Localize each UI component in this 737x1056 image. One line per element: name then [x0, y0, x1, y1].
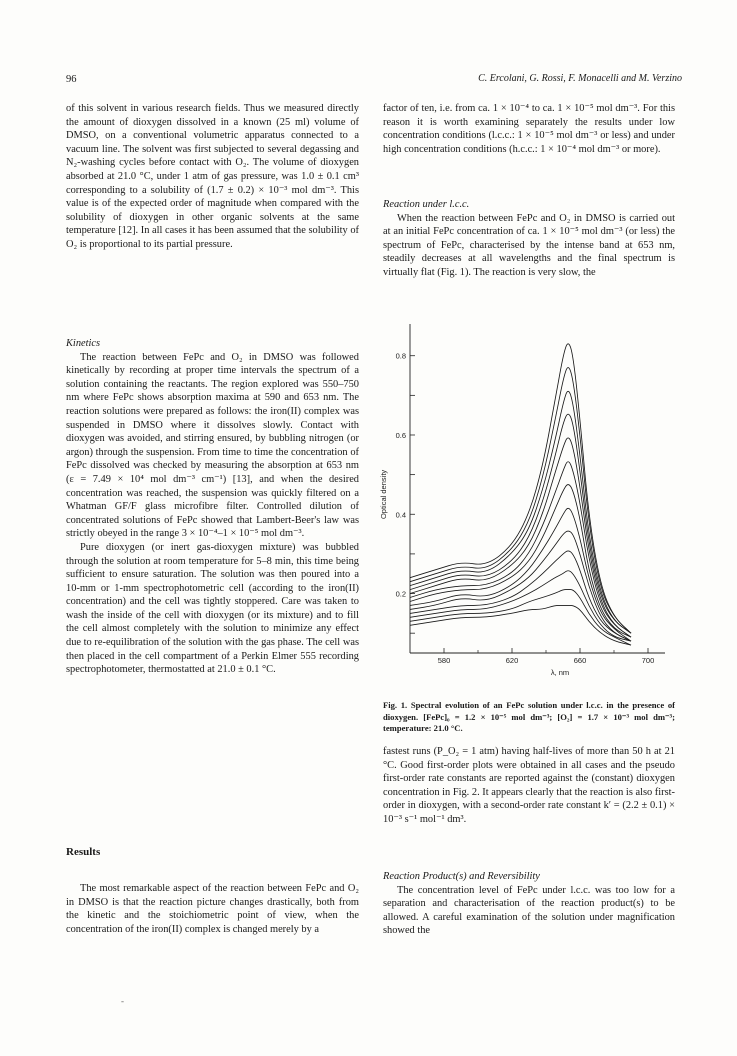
- lcc-heading: Reaction under l.c.c.: [383, 199, 470, 210]
- footer-mark: -: [121, 996, 124, 1006]
- x-axis-label: λ, nm: [550, 668, 570, 677]
- y-axis-label: Optical density: [379, 469, 388, 520]
- products-heading: Reaction Product(s) and Reversibility: [383, 871, 540, 882]
- y-tick-label: 0.4: [395, 510, 406, 520]
- lcc-continued: [383, 745, 675, 827]
- x-tick-label: 580: [437, 656, 451, 665]
- kinetics-paragraph-2: Pure dioxygen (or inert gas-dioxygen mixture) was bubbled through the solution at room temperature for 5–8 min, this time being sufficient to ensure saturation. The solution was then poured into a 10-mm or 1-mm spectrophotometric cell (according to the iron(II) concentration) and the cell was tightly stoppered. Care was taken to wash the inside of the cell with dioxygen (or its mixture) and to fill the cell almost completely with the solution to minimize any effect due to re-equilibration of the solution with the gas phase. The cell was then placed in the cell compartment of a Perkin Elmer 555 recording spectrophotometer, thermostatted at 21.0 ± 0.1 °C.: [66, 541, 359, 676]
- spectrum-line-9: [410, 531, 631, 641]
- lcc-paragraph-2: fastest runs (P_O₂ = 1 atm) having half-lives of more than 50 h at 21 °C. Good first-order plots were obtained in all cases and the pseudo first-order rate constants are reported against the (constant) dioxygen concentration in Fig. 2. It appears clearly that the reaction is also first-order in dioxygen, with a second-order rate constant k′ = (2.2 ± 0.1) × 10⁻³ s⁻¹ mol⁻¹ dm³.: [383, 746, 675, 825]
- kinetics-heading: Kinetics: [66, 338, 101, 349]
- figure-caption: Fig. 1. Spectral evolution of an FePc solution under l.c.c. in the presence of dioxygen. [FePc]₀ = 1.2 × 10⁻⁵ mol dm⁻³; [O₂] = 1.7 × 10⁻³ mol dm⁻³; temperature: 21.0 °C.: [383, 700, 675, 733]
- spectrum-line-3: [410, 391, 631, 633]
- chart-series: [410, 344, 631, 645]
- products-section: [383, 870, 675, 938]
- kinetics-paragraph-1: The reaction between FePc and O₂ in DMSO was followed kinetically by recording at proper time intervals the spectrum of a solution containing the reactants. The region explored was 550–750 nm where FePc shows absorption maxima at 590 and 653 nm. The reaction solutions were prepared as follows: the iron(II) complex was suspended in DMSO where it dissolves slowly. Contact with dioxygen was avoided, and stirring ensured, by bubbling nitrogen (or argon) through the suspension. From time to time the concentration of FePc dissolved was checked by measuring the absorption at 653 nm (ε = 7.49 × 10⁴ mol dm⁻³ cm⁻¹) [13], and when the desired concentration was reached, the suspension was quickly filtered on a Whatman GF/F glass microfibre filter. Controlled dilution of concentrated solutions of FePc showed that Lambert-Beer's law was strictly obeyed in the range 3 × 10⁻⁴–1 × 10⁻⁵ mol dm⁻³.: [66, 351, 359, 540]
- y-tick-label: 0.6: [395, 430, 406, 440]
- results-body: [66, 882, 359, 936]
- products-paragraph-1: The concentration level of FePc under l.c.c. was too low for a separation and characterisation of the reaction product(s) to be allowed. A careful examination of the solution under magnification showed the: [383, 884, 675, 937]
- results-paragraph-1: The most remarkable aspect of the reaction between FePc and O₂ in DMSO is that the reaction picture changes drastically, both from the kinetic and the stoichiometric point of view, when the concentration of the iron(II) complex is changed merely by a: [66, 883, 359, 935]
- kinetics-section: [66, 337, 359, 677]
- results-section: [66, 846, 359, 860]
- y-tick-label: 0.2: [395, 589, 406, 599]
- spectrum-line-7: [410, 485, 631, 638]
- page-number: 96: [66, 74, 77, 85]
- x-tick-label: 700: [641, 656, 655, 665]
- intro-continued: factor of ten, i.e. from ca. 1 × 10⁻⁴ to ca. 1 × 10⁻⁵ mol dm⁻³. For this reason it is worth examining separately the results under low concentration conditions (l.c.c.: 1 × 10⁻⁵ mol dm⁻³ or less) and under high concentration conditions (h.c.c.: 1 × 10⁻⁴ mol dm⁻³ or more).: [383, 103, 675, 155]
- spectrum-line-5: [410, 438, 631, 637]
- lcc-paragraph-1: When the reaction between FePc and O₂ in DMSO is carried out at an initial FePc concentration of ca. 1 × 10⁻⁵ mol dm⁻³ (or less) the spectrum of FePc, characterised by the intense band at 653 nm, steadily decreases at all wavelengths and the final spectrum is virtually flat (Fig. 1). The reaction is very slow, the: [383, 212, 675, 278]
- chart-axes: [379, 324, 665, 677]
- x-tick-label: 660: [573, 656, 587, 665]
- results-heading: Results: [66, 846, 101, 858]
- x-tick-label: 620: [505, 656, 519, 665]
- y-tick-label: 0.8: [395, 351, 406, 361]
- left-column: [66, 102, 359, 252]
- intro-paragraph: of this solvent in various research fields. Thus we measured directly the amount of dioxygen dissolved in a known (25 ml) volume of DMSO, on a conventional volumetric apparatus connected to a vacuum line. The solvent was first subjected to several degassing and N₂-washing cycles before contact with O₂. The volume of dioxygen absorbed at 21.0 °C, under 1 atm of gas pressure, was 1.0 ± 0.1 cm³ corresponding to a solubility of (1.7 ± 0.2) × 10⁻³ mol dm⁻³. This value is of the expected order of magnitude when compared with the solubility of dioxygen in other organic solvents at the same temperature [12]. In all cases it has been assumed that the solubility of O₂ is proportional to its partial pressure.: [66, 103, 359, 250]
- figure-1-chart: [375, 318, 685, 688]
- right-column: [383, 102, 675, 156]
- running-head: C. Ercolani, G. Rossi, F. Monacelli and M. Verzino: [478, 73, 682, 84]
- lcc-section: [383, 198, 675, 280]
